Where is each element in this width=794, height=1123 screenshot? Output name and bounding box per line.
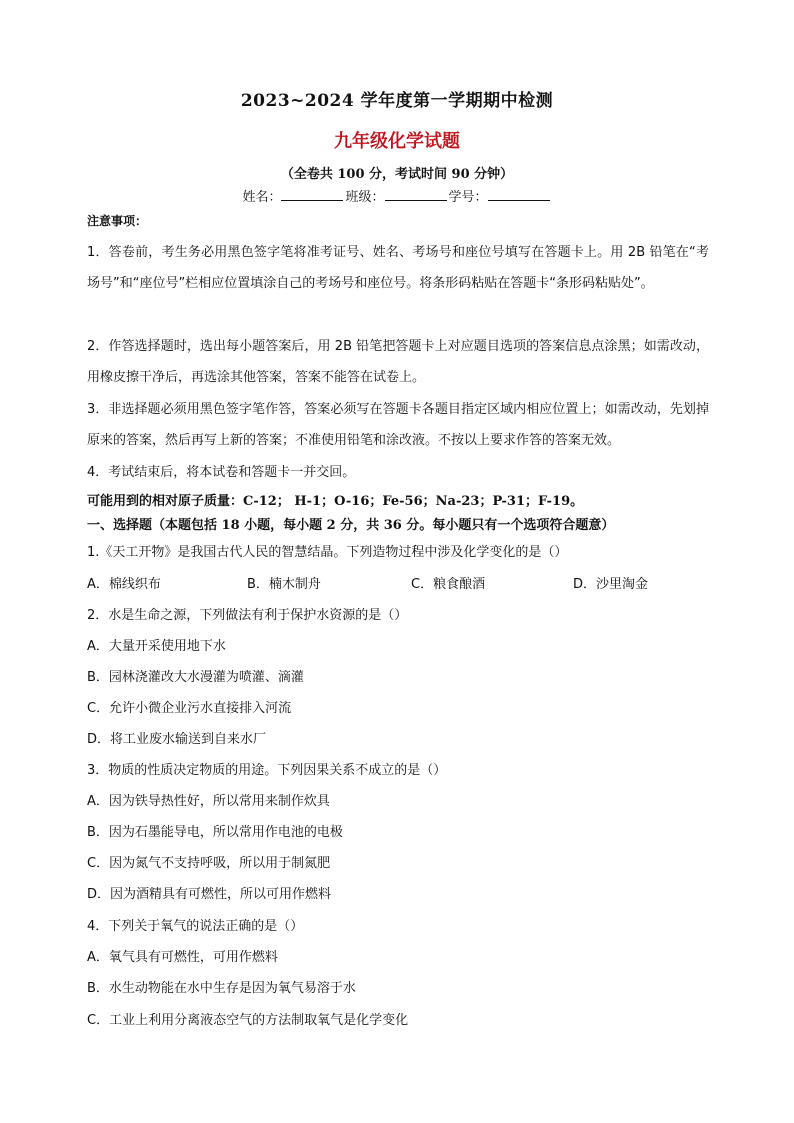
atomic-masses: 可能用到的相对原子质量：C-12； H-1；O-16；Fe-56；Na-23；P-31；F-19。 bbox=[87, 494, 584, 509]
question-3-option-a: A．因为铁导热性好，所以常用来制作炊具 bbox=[87, 794, 330, 809]
question-4-option-b: B．水生动物能在水中生存是因为氧气易溶于水 bbox=[87, 981, 356, 996]
question-1-option-b: B．楠木制舟 bbox=[247, 577, 321, 592]
id-blank[interactable] bbox=[488, 188, 550, 201]
question-2-option-b: B．园林浇灌改大水漫灌为喷灌、滴灌 bbox=[87, 670, 304, 685]
exam-subtitle: 九年级化学试题 bbox=[334, 131, 460, 152]
question-2-option-a: A．大量开采使用地下水 bbox=[87, 639, 226, 654]
name-blank[interactable] bbox=[281, 188, 343, 201]
notice-item-4: 4．考试结束后，将本试卷和答题卡一并交回。 bbox=[87, 465, 356, 480]
notice-heading: 注意事项： bbox=[87, 214, 148, 228]
question-3-option-d: D．因为酒精具有可燃性，所以可用作燃料 bbox=[87, 887, 332, 902]
student-info-fields bbox=[0, 186, 794, 205]
question-3-stem: 3．物质的性质决定物质的用途。下列因果关系不成立的是（） bbox=[87, 763, 447, 778]
question-1-stem: 1.《天工开物》是我国古代人民的智慧结晶。下列造物过程中涉及化学变化的是（） bbox=[87, 545, 568, 560]
question-1-option-d: D．沙里淘金 bbox=[573, 577, 649, 592]
notice-item-2: 2．作答选择题时，选出每小题答案后，用 2B 铅笔把答题卡上对应题目选项的答案信息点涂黑；如需改动，用橡皮擦干净后，再选涂其他答案，答案不能答在试卷上。 bbox=[87, 339, 709, 385]
class-blank[interactable] bbox=[385, 188, 447, 201]
question-1-option-c: C．粮食酿酒 bbox=[411, 577, 486, 592]
question-3-option-b: B．因为石墨能导电，所以常用作电池的电极 bbox=[87, 825, 343, 840]
exam-title: 2023~2024 学年度第一学期期中检测 bbox=[240, 91, 554, 111]
question-4-option-a: A．氧气具有可燃性，可用作燃料 bbox=[87, 950, 278, 965]
notice-item-3: 3．非选择题必须用黑色签字笔作答，答案必须写在答题卡各题目指定区域内相应位置上；如需改动，先划掉原来的答案，然后再写上新的答案；不准使用铅笔和涂改液。不按以上要求作答的答案无效。 bbox=[87, 402, 709, 448]
notice-item-1: 1．答卷前，考生务必用黑色签字笔将准考证号、姓名、考场号和座位号填写在答题卡上。用 2B 铅笔在“考场号”和“座位号”栏相应位置填涂自己的考场号和座位号。将条形码粘贴在答题卡“条形码粘贴处”。 bbox=[87, 245, 709, 291]
question-1-options bbox=[87, 573, 727, 591]
question-1-option-a: A．棉线织布 bbox=[87, 577, 161, 592]
question-2-stem: 2．水是生命之源，下列做法有利于保护水资源的是（） bbox=[87, 608, 408, 623]
exam-info: （全卷共 100 分，考试时间 90 分钟） bbox=[280, 167, 514, 182]
id-label: 学号： bbox=[448, 190, 488, 205]
section-title: 一、选择题（本题包括 18 小题，每小题 2 分，共 36 分。每小题只有一个选项符合题意） bbox=[87, 518, 615, 533]
question-2-option-d: D．将工业废水输送到自来水厂 bbox=[87, 732, 267, 747]
name-label: 姓名： bbox=[242, 190, 282, 205]
question-2-option-c: C．允许小微企业污水直接排入河流 bbox=[87, 701, 292, 716]
class-label: 班级： bbox=[345, 190, 385, 205]
question-4-option-c: C．工业上利用分离液态空气的方法制取氧气是化学变化 bbox=[87, 1013, 409, 1028]
question-3-option-c: C．因为氮气不支持呼吸，所以用于制氮肥 bbox=[87, 856, 331, 871]
question-4-stem: 4．下列关于氧气的说法正确的是（） bbox=[87, 919, 304, 934]
